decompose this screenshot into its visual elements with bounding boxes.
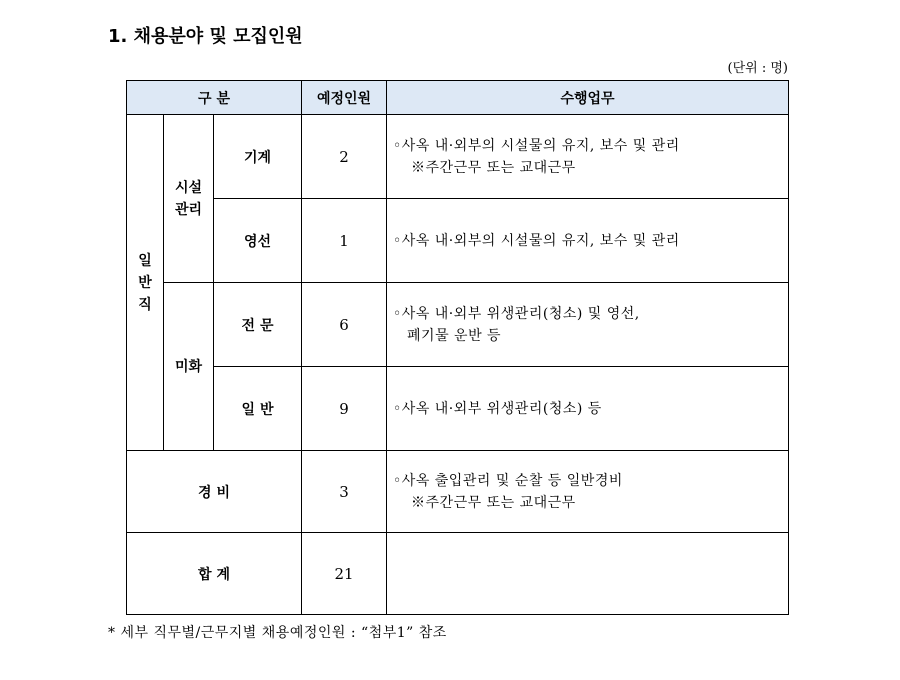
footnote: * 세부 직무별/근무지별 채용예정인원 : “첨부1” 참조 [108,625,447,641]
total-duty [387,533,789,615]
duty-note: ※주간근무 또는 교대근무 [411,494,576,511]
row-count: 2 [302,115,387,199]
row-name: 기계 [214,115,302,199]
cleaning-label: 미화 [164,283,214,451]
table-row [127,451,789,533]
facility-label-text: 시설관리 [174,179,203,218]
row-count: 1 [302,199,387,283]
row-duty [387,283,789,367]
row-count: 9 [302,367,387,451]
row-name: 영선 [214,199,302,283]
duty-main: ◦사옥 내·외부의 시설물의 유지, 보수 및 관리 [393,137,680,154]
duty-main: ◦사옥 내·외부 위생관리(청소) 등 [393,400,602,417]
table-row [127,367,789,451]
row-name: 일 반 [214,367,302,451]
table-row [127,199,789,283]
table-row [127,115,789,199]
row-name: 경 비 [127,451,302,533]
row-duty [387,367,789,451]
duty-main: ◦사옥 내·외부의 시설물의 유지, 보수 및 관리 [393,232,680,249]
row-duty [387,199,789,283]
header-planned: 예정인원 [302,81,387,115]
duty-note: 폐기물 운반 등 [407,327,502,344]
duty-main: ◦사옥 출입관리 및 순찰 등 일반경비 [393,472,623,489]
row-duty [387,115,789,199]
table-row [127,283,789,367]
header-category: 구 분 [127,81,302,115]
unit-note: (단위 : 명) [727,61,788,76]
facility-label [164,115,214,283]
recruitment-table [126,80,789,615]
section-heading: 1. 채용분야 및 모집인원 [108,26,303,47]
row-duty [387,451,789,533]
row-count: 3 [302,451,387,533]
general-label-text: 일반직 [138,252,152,313]
total-count: 21 [302,533,387,615]
table-header-row [127,81,789,115]
header-duties: 수행업무 [387,81,789,115]
duty-main: ◦사옥 내·외부 위생관리(청소) 및 영선, [393,305,640,322]
total-label: 합 계 [127,533,302,615]
table-total-row [127,533,789,615]
general-label [127,115,164,451]
row-name: 전 문 [214,283,302,367]
row-count: 6 [302,283,387,367]
duty-note: ※주간근무 또는 교대근무 [411,159,576,176]
